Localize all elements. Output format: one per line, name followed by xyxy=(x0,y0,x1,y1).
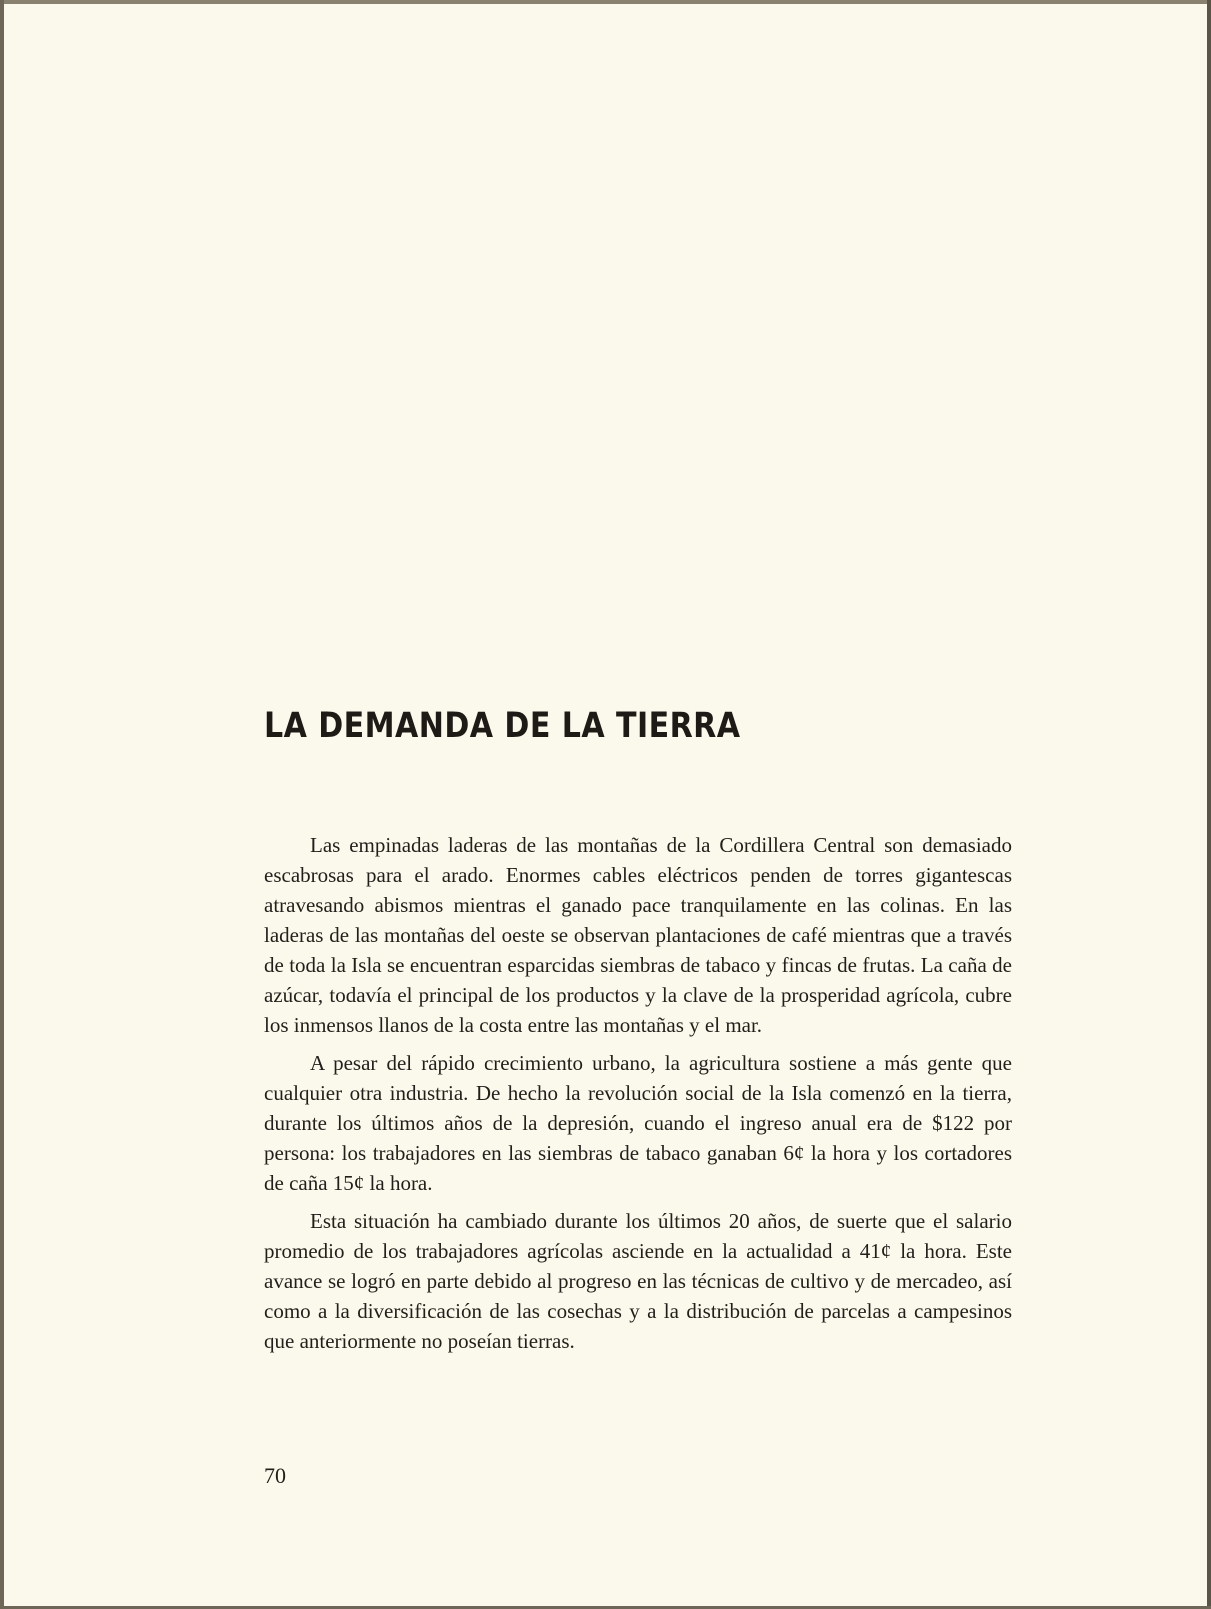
page-edge-left xyxy=(0,0,4,1609)
page-edge-right xyxy=(1207,0,1211,1609)
paragraph-2: A pesar del rápido crecimiento urbano, la agricultura sostiene a más gente que cualquier otra industria. De hecho la revolución social de la Isla comenzó en la tierra, durante los últimos años de la depresión, cuando el ingreso anual era de $122 por persona: los trabajadores en las siembras de tabaco ganaban 6¢ la hora y los cortadores de caña 15¢ la hora. xyxy=(264,1051,1012,1195)
body-text xyxy=(264,830,1012,1364)
page-number: 70 xyxy=(264,1463,286,1488)
page-title: LA DEMANDA DE LA TIERRA xyxy=(264,706,741,746)
paragraph-1: Las empinadas laderas de las montañas de la Cordillera Central son demasiado escabrosas para el arado. Enormes cables eléctricos penden de torres gigantescas atravesando abismos mientras el ganado pace tranquilamente en las colinas. En las laderas de las montañas del oeste se observan plantaciones de café mientras que a través de toda la Isla se encuentran esparcidas siembras de tabaco y fincas de frutas. La caña de azúcar, todavía el principal de los productos y la clave de la prosperidad agrícola, cubre los inmensos llanos de la costa entre las montañas y el mar. xyxy=(264,833,1012,1037)
page-edge-top xyxy=(0,0,1211,4)
paragraph-3: Esta situación ha cambiado durante los últimos 20 años, de suerte que el salario promedio de los trabajadores agrícolas asciende en la actualidad a 41¢ la hora. Este avance se logró en parte debido al progreso en las técnicas de cultivo y de mercadeo, así como a la diversificación de las cosechas y a la distribución de parcelas a campesinos que anteriormente no poseían tierras. xyxy=(264,1209,1012,1353)
